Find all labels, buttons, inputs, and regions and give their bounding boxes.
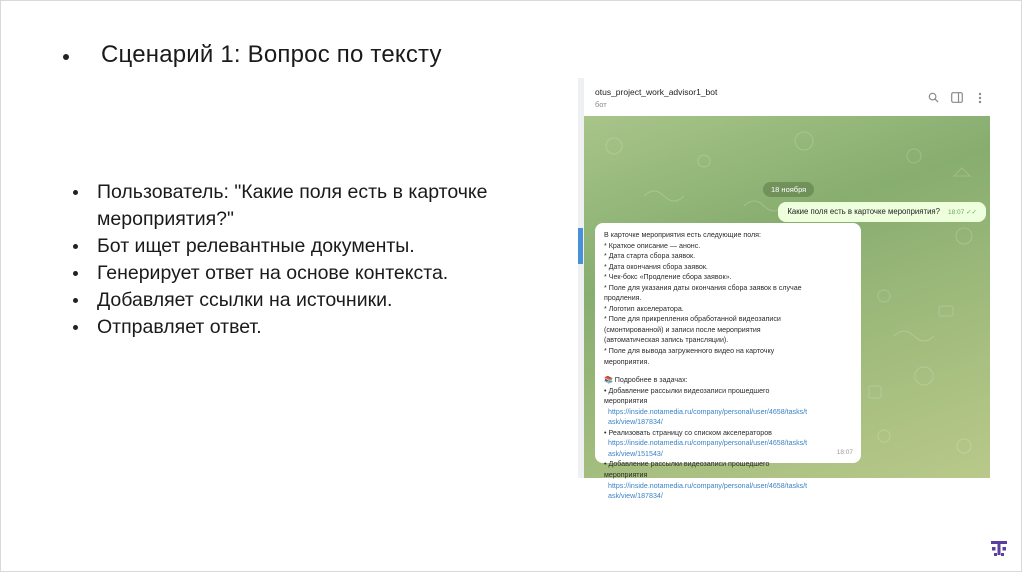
task-link[interactable]: ask/view/187834/ <box>608 492 663 501</box>
task-link[interactable]: https://inside.notamedia.ru/company/personal/user/4658/tasks/t <box>608 481 808 490</box>
bullet-dot <box>73 271 78 276</box>
spacer <box>604 367 852 375</box>
header-icons <box>927 91 986 104</box>
task-title: • Добавление рассылки видеозаписи прошедшего <box>604 460 770 469</box>
more-header: 📚 Подробнее в задачах: <box>604 376 688 385</box>
message-line: мероприятия. <box>604 357 650 366</box>
bullet-item <box>73 179 543 233</box>
task-title: мероприятия <box>604 397 648 406</box>
telegram-screenshot <box>578 78 990 501</box>
message-time <box>948 208 977 216</box>
message-line: (смонтированной) и записи после мероприятия <box>604 325 761 334</box>
task-title: • Реализовать страницу со списком акселераторов <box>604 428 772 437</box>
bullet-dot <box>73 190 78 195</box>
message-line: продления. <box>604 294 642 303</box>
message-line: * Дата окончания сбора заявок. <box>604 262 708 271</box>
title-row <box>63 41 442 69</box>
bullet-list <box>73 179 543 341</box>
task-link[interactable]: https://inside.notamedia.ru/company/personal/user/4658/tasks/t <box>608 407 808 416</box>
bullet-item <box>73 287 543 314</box>
message-line: * Поле для прикрепления обработанной видеозаписи <box>604 315 781 324</box>
bullet-dot <box>63 54 69 60</box>
chat-header <box>584 78 990 117</box>
bullet-item <box>73 314 543 341</box>
task-link[interactable]: ask/view/187834/ <box>608 418 663 427</box>
bullet-dot <box>73 244 78 249</box>
read-checkmarks-icon: ✓✓ <box>966 209 977 216</box>
message-line: * Краткое описание — анонс. <box>604 241 701 250</box>
chat-subtitle: бот <box>595 100 607 109</box>
bullet-text: Генерирует ответ на основе контекста. <box>97 262 449 284</box>
sidebar-icon[interactable] <box>950 91 963 104</box>
outgoing-message[interactable] <box>778 202 986 222</box>
more-icon[interactable] <box>973 91 986 104</box>
message-time: 18:07 <box>836 449 853 457</box>
bullet-text: Бот ищет релевантные документы. <box>97 235 415 257</box>
task-link[interactable]: ask/view/151543/ <box>608 449 663 458</box>
message-line: В карточке мероприятия есть следующие поля: <box>604 231 761 239</box>
message-text: Какие поля есть в карточке мероприятия? <box>787 207 940 216</box>
brand-logo-icon <box>989 538 1009 558</box>
chat-area[interactable] <box>584 116 990 501</box>
message-line: * Логотип акселератора. <box>604 304 684 313</box>
incoming-message[interactable] <box>595 223 861 501</box>
message-line: (автоматическая запись трансляции). <box>604 336 729 345</box>
bullet-dot <box>73 298 78 303</box>
bullet-dot <box>73 325 78 330</box>
message-line: * Поле для вывода загруженного видео на карточку <box>604 347 775 356</box>
active-chat-indicator <box>578 228 583 264</box>
message-line: * Поле для указания даты окончания сбора заявок в случае <box>604 283 802 292</box>
chat-name[interactable]: otus_project_work_advisor1_bot <box>595 87 718 97</box>
bullet-text: Отправляет ответ. <box>97 316 262 338</box>
bullet-text: Пользователь: "Какие поля есть в карточке мероприятия?" <box>97 181 488 230</box>
search-icon[interactable] <box>927 91 940 104</box>
message-line: * Дата старта сбора заявок. <box>604 252 696 261</box>
slide-title: Сценарий 1: Вопрос по тексту <box>101 41 442 68</box>
bullet-item <box>73 233 543 260</box>
date-separator: 18 ноября <box>763 182 814 197</box>
bullet-text: Добавляет ссылки на источники. <box>97 289 393 311</box>
time-text: 18:07 <box>948 209 965 216</box>
task-title: мероприятия <box>604 471 648 480</box>
bullet-item <box>73 260 543 287</box>
task-link[interactable]: https://inside.notamedia.ru/company/personal/user/4658/tasks/t <box>608 439 808 448</box>
message-line: * Чек-бокс «Продление сбора заявок». <box>604 273 732 282</box>
task-title: • Добавление рассылки видеозаписи прошедшего <box>604 386 770 395</box>
